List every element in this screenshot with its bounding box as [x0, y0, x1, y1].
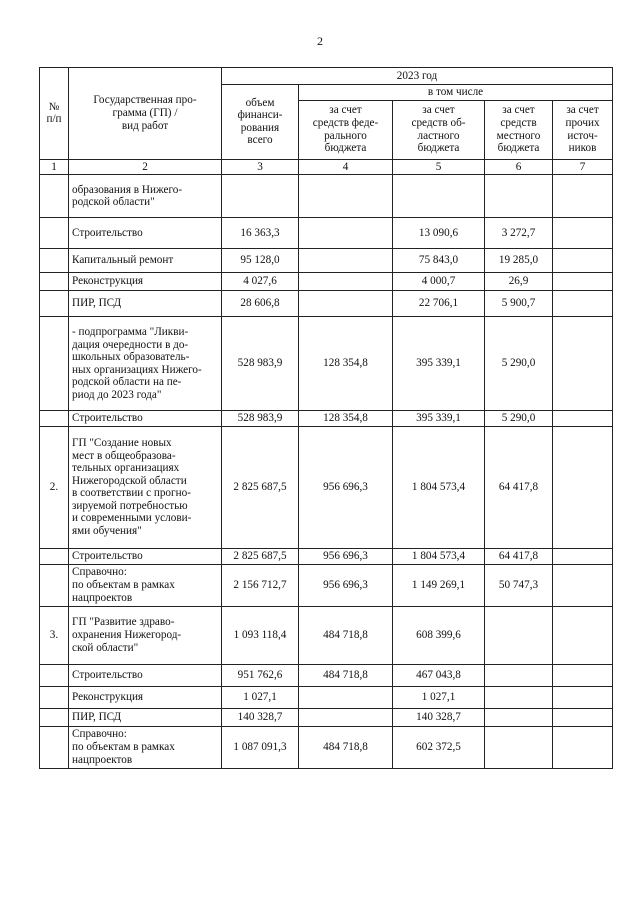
- cell-local: [485, 726, 553, 768]
- cell-total: 140 328,7: [222, 708, 299, 726]
- column-numbers-row: [40, 159, 613, 175]
- row-number: [40, 317, 69, 411]
- cell-other: [553, 218, 613, 249]
- cell-regional: 13 090,6: [393, 218, 485, 249]
- column-number-6: 6: [485, 159, 553, 175]
- column-number-4: 4: [299, 159, 393, 175]
- cell-total: 528 983,9: [222, 317, 299, 411]
- row-number: [40, 273, 69, 291]
- header-regional: за счет средств об- ластного бюджета: [393, 100, 485, 159]
- cell-total: 2 156 712,7: [222, 564, 299, 606]
- cell-regional: 608 399,6: [393, 606, 485, 664]
- header-local: за счет средств местного бюджета: [485, 100, 553, 159]
- row-name: Строительство: [69, 548, 222, 564]
- cell-total: 528 983,9: [222, 411, 299, 427]
- row-name: Справочно: по объектам в рамках нацпроектов: [69, 726, 222, 768]
- column-number-3: 3: [222, 159, 299, 175]
- cell-local: [485, 606, 553, 664]
- cell-federal: 484 718,8: [299, 606, 393, 664]
- cell-federal: [299, 291, 393, 317]
- row-number: 3.: [40, 606, 69, 664]
- table-row: [40, 273, 613, 291]
- table-row: [40, 175, 613, 218]
- row-name: - подпрограмма "Ликви- дация очередности в до- школьных образователь- ных организациях Нижего- родской области на пе- риод до 2023 года": [69, 317, 222, 411]
- row-name: Строительство: [69, 218, 222, 249]
- column-number-7: 7: [553, 159, 613, 175]
- table-row: [40, 564, 613, 606]
- row-name: Справочно: по объектам в рамках нацпроектов: [69, 564, 222, 606]
- row-number: [40, 249, 69, 273]
- table-row: [40, 218, 613, 249]
- cell-total: 1 027,1: [222, 686, 299, 708]
- cell-federal: 956 696,3: [299, 548, 393, 564]
- cell-regional: 22 706,1: [393, 291, 485, 317]
- cell-other: [553, 726, 613, 768]
- cell-local: 64 417,8: [485, 426, 553, 548]
- row-name: ГП "Развитие здраво- охранения Нижегород- ской области": [69, 606, 222, 664]
- row-number: [40, 548, 69, 564]
- cell-federal: 956 696,3: [299, 564, 393, 606]
- cell-total: 2 825 687,5: [222, 426, 299, 548]
- cell-local: 64 417,8: [485, 548, 553, 564]
- cell-local: 19 285,0: [485, 249, 553, 273]
- cell-regional: 4 000,7: [393, 273, 485, 291]
- row-number: [40, 708, 69, 726]
- table-row: [40, 249, 613, 273]
- cell-regional: 140 328,7: [393, 708, 485, 726]
- cell-federal: [299, 708, 393, 726]
- cell-federal: [299, 273, 393, 291]
- header-federal: за счет средств феде- рального бюджета: [299, 100, 393, 159]
- row-name: Капитальный ремонт: [69, 249, 222, 273]
- cell-local: [485, 175, 553, 218]
- cell-local: 3 272,7: [485, 218, 553, 249]
- cell-regional: [393, 175, 485, 218]
- cell-federal: 956 696,3: [299, 426, 393, 548]
- cell-total: 1 093 118,4: [222, 606, 299, 664]
- header-total: объем финанси- рования всего: [222, 85, 299, 160]
- cell-total: 16 363,3: [222, 218, 299, 249]
- table-row: [40, 726, 613, 768]
- cell-other: [553, 664, 613, 686]
- cell-federal: 484 718,8: [299, 726, 393, 768]
- column-number-1: 1: [40, 159, 69, 175]
- header-year: 2023 год: [222, 68, 613, 85]
- row-name: Реконструкция: [69, 273, 222, 291]
- cell-local: [485, 686, 553, 708]
- cell-regional: 1 027,1: [393, 686, 485, 708]
- page-number: 2: [317, 34, 323, 48]
- row-name: ГП "Создание новых мест в общеобразова- тельных организациях Нижегородской области в соответствии с прогно- зируемой потребностью и современными услови- ями обучения": [69, 426, 222, 548]
- cell-regional: 1 149 269,1: [393, 564, 485, 606]
- cell-other: [553, 291, 613, 317]
- cell-local: 5 900,7: [485, 291, 553, 317]
- table-row: [40, 606, 613, 664]
- cell-other: [553, 411, 613, 427]
- row-number: [40, 686, 69, 708]
- cell-other: [553, 686, 613, 708]
- cell-other: [553, 564, 613, 606]
- cell-other: [553, 273, 613, 291]
- row-number: [40, 175, 69, 218]
- cell-federal: [299, 218, 393, 249]
- cell-regional: 395 339,1: [393, 317, 485, 411]
- cell-local: [485, 664, 553, 686]
- cell-regional: 75 843,0: [393, 249, 485, 273]
- row-number: [40, 564, 69, 606]
- cell-federal: 484 718,8: [299, 664, 393, 686]
- cell-federal: 128 354,8: [299, 317, 393, 411]
- cell-regional: 602 372,5: [393, 726, 485, 768]
- table-row: [40, 548, 613, 564]
- cell-total: [222, 175, 299, 218]
- cell-total: 28 606,8: [222, 291, 299, 317]
- cell-total: 2 825 687,5: [222, 548, 299, 564]
- cell-regional: 1 804 573,4: [393, 548, 485, 564]
- row-name: Строительство: [69, 411, 222, 427]
- row-name: образования в Нижего- родской области": [69, 175, 222, 218]
- cell-total: 4 027,6: [222, 273, 299, 291]
- row-number: [40, 726, 69, 768]
- row-number: [40, 664, 69, 686]
- cell-other: [553, 317, 613, 411]
- financing-table: [39, 67, 613, 769]
- cell-total: 1 087 091,3: [222, 726, 299, 768]
- header-number: № п/п: [40, 68, 69, 160]
- cell-other: [553, 175, 613, 218]
- row-name: ПИР, ПСД: [69, 291, 222, 317]
- cell-federal: [299, 249, 393, 273]
- cell-other: [553, 708, 613, 726]
- table-row: [40, 317, 613, 411]
- cell-local: 5 290,0: [485, 411, 553, 427]
- cell-regional: 1 804 573,4: [393, 426, 485, 548]
- cell-other: [553, 249, 613, 273]
- column-number-5: 5: [393, 159, 485, 175]
- header-including: в том числе: [299, 85, 613, 101]
- cell-other: [553, 426, 613, 548]
- cell-federal: [299, 686, 393, 708]
- cell-regional: 395 339,1: [393, 411, 485, 427]
- table-row: [40, 664, 613, 686]
- cell-other: [553, 606, 613, 664]
- cell-local: 26,9: [485, 273, 553, 291]
- cell-local: 5 290,0: [485, 317, 553, 411]
- cell-total: 951 762,6: [222, 664, 299, 686]
- cell-federal: [299, 175, 393, 218]
- row-number: 2.: [40, 426, 69, 548]
- row-name: Реконструкция: [69, 686, 222, 708]
- row-number: [40, 411, 69, 427]
- cell-federal: 128 354,8: [299, 411, 393, 427]
- row-name: ПИР, ПСД: [69, 708, 222, 726]
- cell-local: [485, 708, 553, 726]
- table-row: [40, 426, 613, 548]
- column-number-2: 2: [69, 159, 222, 175]
- table-row: [40, 291, 613, 317]
- header-program: Государственная про- грамма (ГП) / вид работ: [69, 68, 222, 160]
- table-row: [40, 708, 613, 726]
- table-row: [40, 411, 613, 427]
- cell-local: 50 747,3: [485, 564, 553, 606]
- row-name: Строительство: [69, 664, 222, 686]
- cell-regional: 467 043,8: [393, 664, 485, 686]
- table-row: [40, 686, 613, 708]
- row-number: [40, 291, 69, 317]
- cell-other: [553, 548, 613, 564]
- row-number: [40, 218, 69, 249]
- header-other: за счет прочих источ- ников: [553, 100, 613, 159]
- cell-total: 95 128,0: [222, 249, 299, 273]
